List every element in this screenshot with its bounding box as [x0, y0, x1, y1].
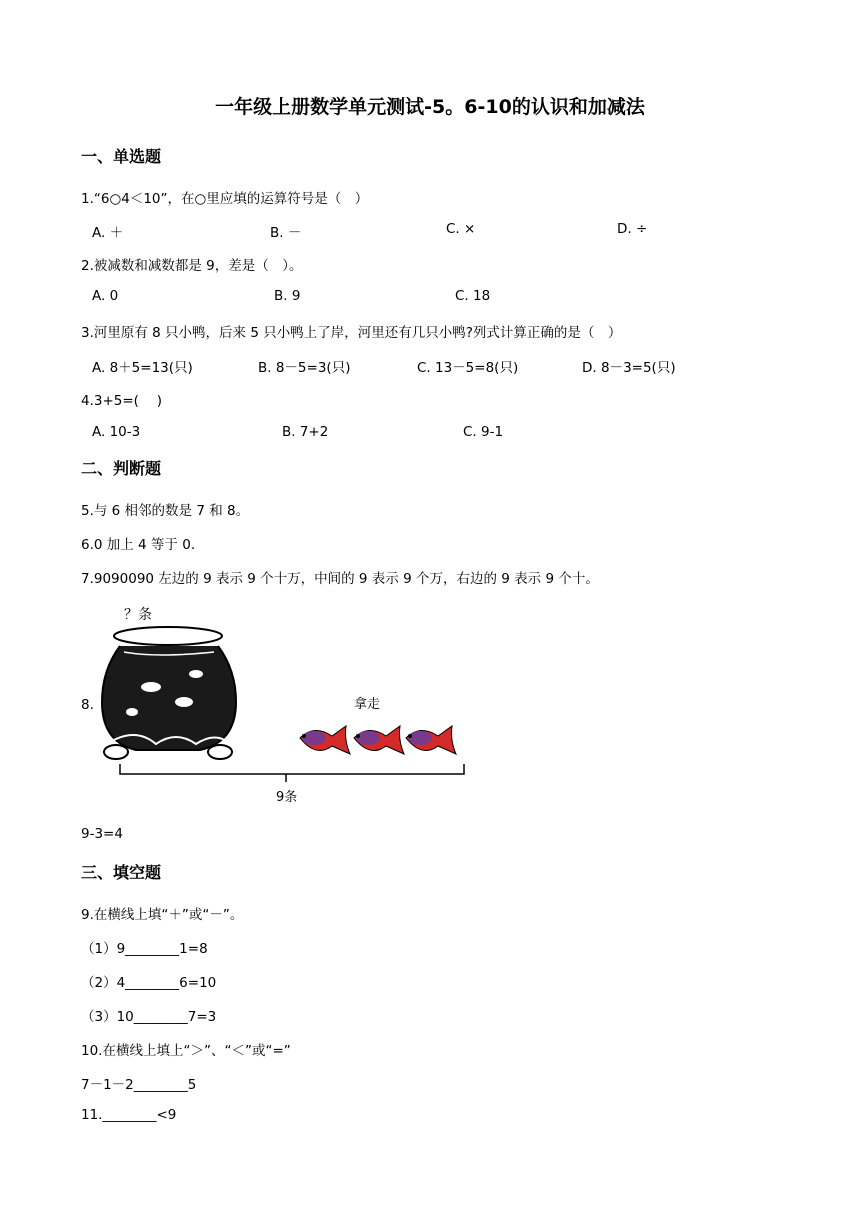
fig-label-total: 9条 [276, 790, 298, 805]
question-11: 11.________<9 [81, 1107, 177, 1123]
q4-option-c: C. 9-1 [463, 424, 504, 440]
page-title: 一年级上册数学单元测试-5。6-10的认识和加减法 [215, 96, 645, 118]
q4-option-b: B. 7+2 [282, 424, 329, 440]
fish-illustration [96, 602, 476, 812]
q1-option-b: B. － [270, 225, 302, 241]
question-9-item-1: （1）9________1=8 [81, 941, 208, 957]
q1-option-c: C. × [446, 221, 476, 237]
fig-label-take-away: 拿走 [354, 697, 381, 712]
question-3: 3.河里原有 8 只小鸭，后来 5 只小鸭上了岸，河里还有几只小鸭?列式计算正确的是（ ） [81, 325, 622, 341]
section-heading-true-false: 二、判断题 [81, 459, 162, 478]
fish-bowl [102, 627, 236, 759]
question-5: 5.与 6 相邻的数是 7 和 8。 [81, 503, 250, 519]
question-10-item: 7－1－2________5 [81, 1077, 197, 1093]
question-1: 1.“6○4＜10”，在○里应填的运算符号是（ ） [81, 191, 369, 207]
q3-option-a: A. 8＋5=13(只) [92, 360, 193, 376]
q2-option-a: A. 0 [92, 288, 119, 304]
fish-figure [96, 602, 476, 812]
question-7: 7.9090090 左边的 9 表示 9 个十万，中间的 9 表示 9 个万，右边的 9 表示 9 个十。 [81, 571, 599, 587]
question-9-item-2: （2）4________6=10 [81, 975, 217, 991]
q2-option-c: C. 18 [455, 288, 491, 304]
q3-option-b: B. 8－5=3(只) [258, 360, 351, 376]
question-8-answer: 9-3=4 [81, 826, 123, 842]
question-6: 6.0 加上 4 等于 0. [81, 537, 196, 553]
question-9-item-3: （3）10________7=3 [81, 1009, 217, 1025]
question-2: 2.被减数和减数都是 9，差是（ ）。 [81, 258, 303, 274]
fig-label-question: ？条 [124, 607, 152, 623]
question-4: 4.3+5=( ) [81, 393, 163, 409]
q4-option-a: A. 10-3 [92, 424, 141, 440]
question-8-number: 8. [81, 697, 94, 713]
question-10: 10.在横线上填上“＞”、“＜”或“=” [81, 1043, 291, 1059]
question-9: 9.在横线上填“＋”或“－”。 [81, 907, 244, 923]
red-fish-1 [300, 726, 350, 754]
total-brace [120, 764, 464, 782]
q3-option-c: C. 13－5=8(只) [417, 360, 519, 376]
section-heading-fill-blank: 三、填空题 [81, 863, 162, 882]
section-heading-single-choice: 一、单选题 [81, 147, 162, 166]
red-fish-3 [406, 726, 456, 754]
q3-option-d: D. 8－3=5(只) [582, 360, 676, 376]
q2-option-b: B. 9 [274, 288, 301, 304]
red-fish-2 [354, 726, 404, 754]
q1-option-a: A. ＋ [92, 225, 124, 241]
q1-option-d: D. ÷ [617, 221, 648, 237]
